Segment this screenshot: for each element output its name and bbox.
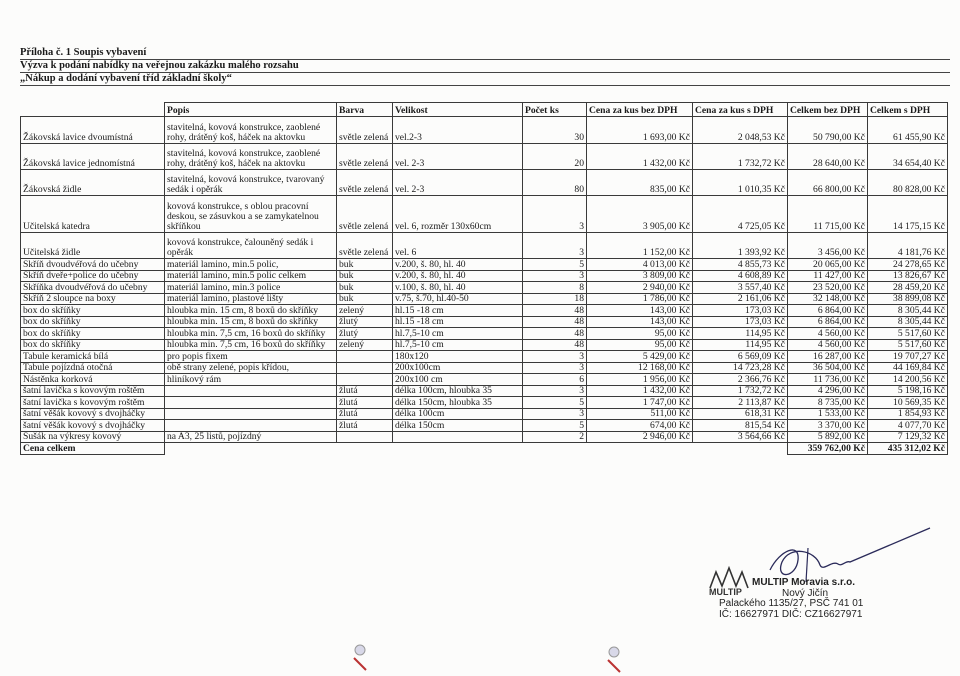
cell-celkem_bez: 4 560,00 Kč (788, 328, 868, 340)
cell-cena_bez: 674,00 Kč (587, 420, 693, 432)
cell-barva: žlutá (337, 397, 393, 409)
cell-celkem_s: 61 455,90 Kč (868, 117, 948, 144)
cell-velikost: délka 150cm (393, 420, 523, 432)
cell-velikost: hl.7,5-10 cm (393, 339, 523, 351)
cell-popis: hloubka min. 15 cm, 8 boxů do skříňky (165, 305, 337, 317)
cell-pocet: 3 (523, 233, 587, 259)
column-header: Popis (165, 103, 337, 117)
column-header: Počet ks (523, 103, 587, 117)
table-row (21, 233, 948, 259)
cell-pocet: 6 (523, 374, 587, 386)
table-row (21, 259, 948, 271)
cell-velikost: délka 100cm (393, 408, 523, 420)
cell-popis: stavitelná, kovová konstrukce, zaoblené rohy, drátěný koš, háček na aktovku (165, 117, 337, 144)
cell-popis: kovová konstrukce, čalouněný sedák i opěrák (165, 233, 337, 259)
cell-pocet: 3 (523, 196, 587, 233)
cell-cena_s: 114,95 Kč (693, 328, 788, 340)
cell-cena_bez: 12 168,00 Kč (587, 362, 693, 374)
cell-name: Nástěnka korková (21, 374, 165, 386)
cell-popis: na A3, 25 listů, pojízdný (165, 431, 337, 443)
cell-name: box do skříňky (21, 328, 165, 340)
cell-pocet: 5 (523, 397, 587, 409)
cell-cena_s: 815,54 Kč (693, 420, 788, 432)
cell-celkem_bez: 66 800,00 Kč (788, 170, 868, 196)
cell-pocet: 30 (523, 117, 587, 144)
column-header: Velikost (393, 103, 523, 117)
cell-celkem_bez: 4 296,00 Kč (788, 385, 868, 397)
cell-popis: materiál lamino, min.3 police (165, 282, 337, 294)
table-row (21, 408, 948, 420)
cell-pocet: 80 (523, 170, 587, 196)
cell-cena_s: 14 723,28 Kč (693, 362, 788, 374)
cell-cena_s: 114,95 Kč (693, 339, 788, 351)
cell-popis (165, 420, 337, 432)
cell-celkem_bez: 3 456,00 Kč (788, 233, 868, 259)
column-header (21, 103, 165, 117)
cell-cena_bez: 511,00 Kč (587, 408, 693, 420)
cell-name: šatní lavička s kovovým roštěm (21, 397, 165, 409)
cell-celkem_s: 38 899,08 Kč (868, 293, 948, 305)
cell-pocet: 2 (523, 431, 587, 443)
table-row (21, 339, 948, 351)
cell-celkem_s: 5 198,16 Kč (868, 385, 948, 397)
cell-cena_bez: 1 432,00 Kč (587, 385, 693, 397)
cell-velikost: 200x100 cm (393, 374, 523, 386)
cell-popis (165, 385, 337, 397)
cell-velikost: 180x120 (393, 351, 523, 363)
cell-cena_bez: 2 946,00 Kč (587, 431, 693, 443)
cell-popis: materiál lamino, min.5 polic, (165, 259, 337, 271)
empty-cell (693, 443, 788, 455)
cell-celkem_bez: 3 370,00 Kč (788, 420, 868, 432)
cell-barva: zelený (337, 339, 393, 351)
table-row (21, 362, 948, 374)
cell-velikost: hl.15 -18 cm (393, 305, 523, 317)
cell-barva: světle zelená (337, 117, 393, 144)
cell-pocet: 5 (523, 420, 587, 432)
cell-velikost (393, 431, 523, 443)
cell-celkem_s: 44 169,84 Kč (868, 362, 948, 374)
empty-cell (587, 443, 693, 455)
cell-barva: žlutý (337, 316, 393, 328)
cell-celkem_bez: 50 790,00 Kč (788, 117, 868, 144)
cell-pocet: 3 (523, 270, 587, 282)
binder-holes (340, 640, 660, 676)
cell-popis: stavitelná, kovová konstrukce, tvarovaný sedák i opěrák (165, 170, 337, 196)
column-header: Celkem bez DPH (788, 103, 868, 117)
cell-name: box do skříňky (21, 316, 165, 328)
cell-cena_bez: 143,00 Kč (587, 316, 693, 328)
cell-popis: stavitelná, kovová konstrukce, zaoblené rohy, drátěný koš, háček na aktovku (165, 144, 337, 170)
table-row (21, 385, 948, 397)
cell-celkem_s: 10 569,35 Kč (868, 397, 948, 409)
total-row (21, 443, 948, 455)
cell-celkem_s: 34 654,40 Kč (868, 144, 948, 170)
cell-name: Žákovská lavice jednomístná (21, 144, 165, 170)
company-name: MULTIP Moravia s.r.o. Nový Jičín (752, 577, 855, 599)
cell-barva: světle zelená (337, 170, 393, 196)
cell-cena_s: 3 564,66 Kč (693, 431, 788, 443)
cell-cena_s: 3 557,40 Kč (693, 282, 788, 294)
cell-name: Žákovská lavice dvoumístná (21, 117, 165, 144)
table-header-row (21, 103, 948, 117)
table-row (21, 420, 948, 432)
cell-barva: žlutá (337, 420, 393, 432)
cell-celkem_s: 1 854,93 Kč (868, 408, 948, 420)
table-row (21, 117, 948, 144)
cell-cena_s: 6 569,09 Kč (693, 351, 788, 363)
cell-cena_bez: 5 429,00 Kč (587, 351, 693, 363)
cell-name: Žákovská židle (21, 170, 165, 196)
cell-name: Tabule pojízdná otočná (21, 362, 165, 374)
cell-celkem_s: 7 129,32 Kč (868, 431, 948, 443)
cell-cena_s: 618,31 Kč (693, 408, 788, 420)
cell-cena_bez: 3 905,00 Kč (587, 196, 693, 233)
cell-velikost: v.200, š. 80, hl. 40 (393, 270, 523, 282)
cell-barva (337, 351, 393, 363)
cell-cena_bez: 1 152,00 Kč (587, 233, 693, 259)
cell-name: Tabule keramická bílá (21, 351, 165, 363)
cell-cena_bez: 1 693,00 Kč (587, 117, 693, 144)
empty-cell (393, 443, 523, 455)
cell-popis: pro popis fixem (165, 351, 337, 363)
table-row (21, 270, 948, 282)
table-row (21, 374, 948, 386)
cell-barva (337, 431, 393, 443)
cell-velikost: vel. 6 (393, 233, 523, 259)
cell-barva: zelený (337, 305, 393, 317)
column-header: Barva (337, 103, 393, 117)
cell-pocet: 8 (523, 282, 587, 294)
cell-cena_bez: 1 786,00 Kč (587, 293, 693, 305)
cell-cena_s: 2 113,87 Kč (693, 397, 788, 409)
cell-cena_s: 173,03 Kč (693, 305, 788, 317)
cell-cena_s: 173,03 Kč (693, 316, 788, 328)
cell-cena_s: 1 393,92 Kč (693, 233, 788, 259)
table-row (21, 328, 948, 340)
table-row (21, 170, 948, 196)
cell-barva: buk (337, 270, 393, 282)
cell-pocet: 48 (523, 305, 587, 317)
cell-velikost: vel. 6, rozměr 130x60cm (393, 196, 523, 233)
cell-celkem_bez: 11 715,00 Kč (788, 196, 868, 233)
cell-barva (337, 362, 393, 374)
cell-cena_bez: 2 940,00 Kč (587, 282, 693, 294)
cell-popis: hloubka min. 7,5 cm, 16 boxů do skříňky (165, 339, 337, 351)
cell-cena_s: 4 725,05 Kč (693, 196, 788, 233)
cell-barva: světle zelená (337, 233, 393, 259)
cell-celkem_bez: 20 065,00 Kč (788, 259, 868, 271)
column-header: Cena za kus s DPH (693, 103, 788, 117)
logo-text: MULTIP (709, 587, 742, 596)
cell-barva: buk (337, 282, 393, 294)
cell-popis: hliníkový rám (165, 374, 337, 386)
cell-barva (337, 374, 393, 386)
cell-name: Sušák na výkresy kovový (21, 431, 165, 443)
cell-barva: světle zelená (337, 196, 393, 233)
cell-popis: materiál lamino, plastové lišty (165, 293, 337, 305)
cell-celkem_s: 4 077,70 Kč (868, 420, 948, 432)
cell-celkem_s: 24 278,65 Kč (868, 259, 948, 271)
cell-name: Učitelská katedra (21, 196, 165, 233)
table-row (21, 293, 948, 305)
cell-pocet: 18 (523, 293, 587, 305)
cell-velikost: 200x100cm (393, 362, 523, 374)
cell-popis (165, 397, 337, 409)
cell-cena_s: 2 161,06 Kč (693, 293, 788, 305)
cell-celkem_bez: 23 520,00 Kč (788, 282, 868, 294)
cell-popis: hloubka min. 15 cm, 8 boxů do skříňky (165, 316, 337, 328)
cell-pocet: 3 (523, 362, 587, 374)
cell-celkem_s: 5 517,60 Kč (868, 328, 948, 340)
cell-celkem_bez: 6 864,00 Kč (788, 316, 868, 328)
cell-celkem_bez: 11 427,00 Kč (788, 270, 868, 282)
cell-celkem_bez: 36 504,00 Kč (788, 362, 868, 374)
cell-name: Učitelská židle (21, 233, 165, 259)
table-row (21, 316, 948, 328)
multip-logo-icon (706, 566, 752, 596)
cell-pocet: 48 (523, 339, 587, 351)
cell-popis: obě strany zelené, popis křídou, (165, 362, 337, 374)
cell-celkem_bez: 32 148,00 Kč (788, 293, 868, 305)
cell-cena_bez: 1 432,00 Kč (587, 144, 693, 170)
cell-celkem_bez: 5 892,00 Kč (788, 431, 868, 443)
cell-celkem_bez: 6 864,00 Kč (788, 305, 868, 317)
cell-pocet: 5 (523, 259, 587, 271)
cell-celkem_bez: 11 736,00 Kč (788, 374, 868, 386)
cell-celkem_s: 14 200,56 Kč (868, 374, 948, 386)
cell-velikost: vel. 2-3 (393, 144, 523, 170)
cell-name: šatní lavička s kovovým roštěm (21, 385, 165, 397)
cell-celkem_bez: 16 287,00 Kč (788, 351, 868, 363)
total-label: Cena celkem (21, 443, 165, 455)
empty-cell (523, 443, 587, 455)
cell-velikost: v.100, š. 80, hl. 40 (393, 282, 523, 294)
cell-pocet: 3 (523, 385, 587, 397)
table-row (21, 351, 948, 363)
cell-velikost: vel. 2-3 (393, 170, 523, 196)
cell-celkem_s: 4 181,76 Kč (868, 233, 948, 259)
cell-popis (165, 408, 337, 420)
total-with-vat: 435 312,02 Kč (868, 443, 948, 455)
cell-celkem_bez: 28 640,00 Kč (788, 144, 868, 170)
cell-cena_s: 2 366,76 Kč (693, 374, 788, 386)
column-header: Celkem s DPH (868, 103, 948, 117)
table-row (21, 305, 948, 317)
cell-popis: materiál lamino, min.5 polic celkem (165, 270, 337, 282)
header-line-2: Výzva k podání nabídky na veřejnou zakázku malého rozsahu (20, 59, 950, 73)
cell-cena_bez: 835,00 Kč (587, 170, 693, 196)
cell-cena_s: 2 048,53 Kč (693, 117, 788, 144)
table-row (21, 144, 948, 170)
cell-celkem_s: 5 517,60 Kč (868, 339, 948, 351)
table-row (21, 431, 948, 443)
cell-celkem_bez: 8 735,00 Kč (788, 397, 868, 409)
cell-pocet: 3 (523, 408, 587, 420)
cell-cena_s: 1 010,35 Kč (693, 170, 788, 196)
cell-barva: žlutá (337, 408, 393, 420)
cell-velikost: vel.2-3 (393, 117, 523, 144)
cell-barva: žlutá (337, 385, 393, 397)
cell-name: Skříň dveře+police do učebny (21, 270, 165, 282)
cell-cena_s: 4 855,73 Kč (693, 259, 788, 271)
table-row (21, 196, 948, 233)
cell-pocet: 20 (523, 144, 587, 170)
cell-pocet: 3 (523, 351, 587, 363)
cell-barva: žlutý (337, 328, 393, 340)
cell-celkem_s: 8 305,44 Kč (868, 305, 948, 317)
cell-barva: světle zelená (337, 144, 393, 170)
cell-velikost: hl.7,5-10 cm (393, 328, 523, 340)
cell-cena_s: 1 732,72 Kč (693, 385, 788, 397)
cell-celkem_s: 80 828,00 Kč (868, 170, 948, 196)
cell-cena_s: 4 608,89 Kč (693, 270, 788, 282)
cell-barva: buk (337, 259, 393, 271)
cell-name: šatní věšák kovový s dvojháčky (21, 420, 165, 432)
table-row (21, 397, 948, 409)
cell-celkem_s: 19 707,27 Kč (868, 351, 948, 363)
table-row (21, 282, 948, 294)
cell-cena_bez: 3 809,00 Kč (587, 270, 693, 282)
cell-pocet: 48 (523, 316, 587, 328)
cell-cena_bez: 1 956,00 Kč (587, 374, 693, 386)
empty-cell (337, 443, 393, 455)
column-header: Cena za kus bez DPH (587, 103, 693, 117)
total-without-vat: 359 762,00 Kč (788, 443, 868, 455)
cell-celkem_s: 28 459,20 Kč (868, 282, 948, 294)
cell-cena_s: 1 732,72 Kč (693, 144, 788, 170)
cell-name: Skříň 2 sloupce na boxy (21, 293, 165, 305)
cell-velikost: v.75, š.70, hl.40-50 (393, 293, 523, 305)
empty-cell (165, 443, 337, 455)
header-line-1: Příloha č. 1 Soupis vybavení (20, 46, 950, 60)
cell-cena_bez: 95,00 Kč (587, 339, 693, 351)
cell-cena_bez: 95,00 Kč (587, 328, 693, 340)
cell-cena_bez: 1 747,00 Kč (587, 397, 693, 409)
equipment-table (20, 102, 948, 455)
header-line-3: „Nákup a dodání vybavení tříd základní školy“ (20, 72, 950, 86)
cell-celkem_s: 14 175,15 Kč (868, 196, 948, 233)
cell-cena_bez: 143,00 Kč (587, 305, 693, 317)
cell-cena_bez: 4 013,00 Kč (587, 259, 693, 271)
cell-pocet: 48 (523, 328, 587, 340)
cell-name: Skříňka dvoudvéřová do učebny (21, 282, 165, 294)
cell-popis: kovová konstrukce, s oblou pracovní deskou, se zásuvkou a se zamykatelnou skříňkou (165, 196, 337, 233)
cell-velikost: délka 100cm, hloubka 35 (393, 385, 523, 397)
cell-popis: hloubka min. 7,5 cm, 16 boxů do skříňky (165, 328, 337, 340)
company-address: Palackého 1135/27, PSČ 741 01 IČ: 16627971 DIČ: CZ16627971 (719, 598, 864, 620)
cell-velikost: délka 150cm, hloubka 35 (393, 397, 523, 409)
cell-velikost: v.200, š. 80, hl. 40 (393, 259, 523, 271)
cell-barva: buk (337, 293, 393, 305)
cell-celkem_bez: 4 560,00 Kč (788, 339, 868, 351)
cell-celkem_s: 13 826,67 Kč (868, 270, 948, 282)
cell-name: Skříň dvoudvéřová do učebny (21, 259, 165, 271)
cell-name: šatní věšák kovový s dvojháčky (21, 408, 165, 420)
cell-celkem_s: 8 305,44 Kč (868, 316, 948, 328)
cell-celkem_bez: 1 533,00 Kč (788, 408, 868, 420)
cell-name: box do skříňky (21, 305, 165, 317)
cell-name: box do skříňky (21, 339, 165, 351)
cell-velikost: hl.15 -18 cm (393, 316, 523, 328)
